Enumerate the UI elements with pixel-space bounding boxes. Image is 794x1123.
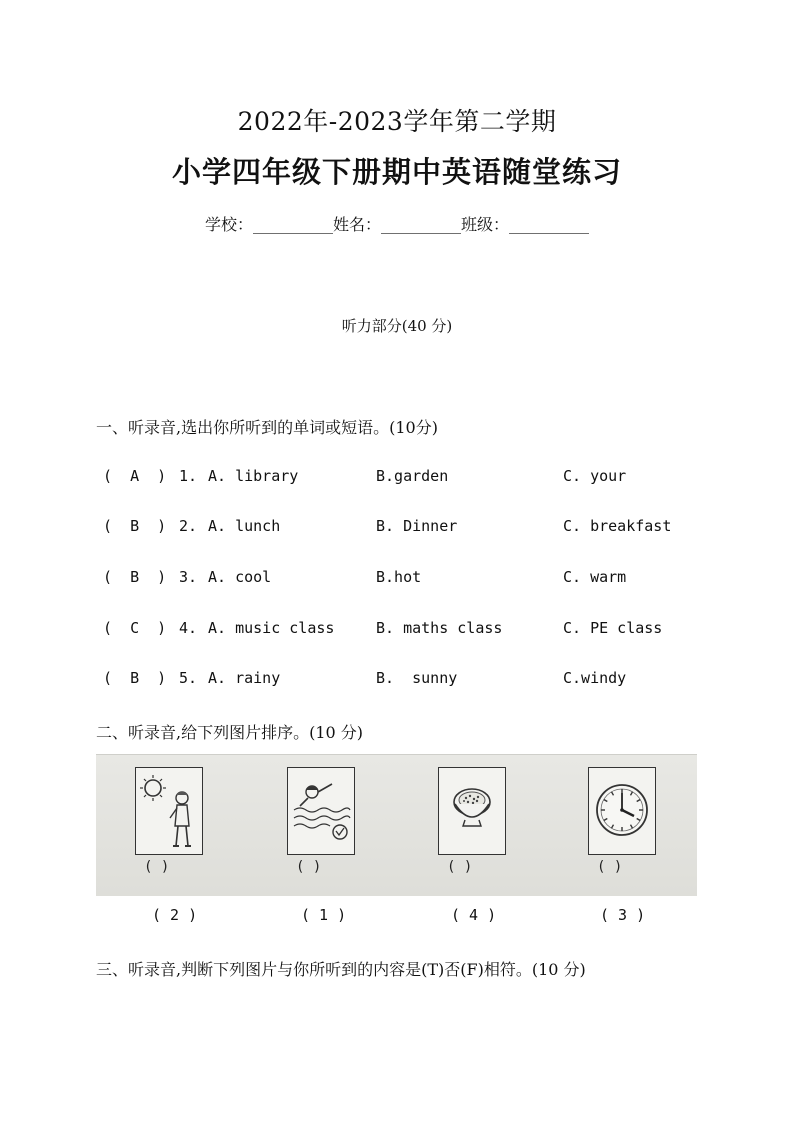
option-c: C. PE class [563,619,663,637]
option-b: B. Dinner [376,517,458,535]
answer-blank: ( A ) [103,467,167,485]
order-answer: ( 3 ) [600,906,646,924]
option-c: C.windy [563,669,627,687]
rice-bowl-icon [439,768,505,854]
option-b: B. maths class [376,619,503,637]
question-number: 1. [179,467,198,485]
answer-blank: ( B ) [103,669,167,687]
option-b: B.hot [376,568,422,586]
sun-boy-icon [136,768,202,854]
answer-blank: ( B ) [103,517,167,535]
clock-icon [589,768,655,854]
picture-blank: ( ) [597,859,623,875]
option-a: A. cool [208,568,272,586]
question-row [103,517,703,539]
section-1-title: 一、听录音,选出你所听到的单词或短语。(10分) [96,418,438,437]
order-answer: ( 2 ) [152,906,198,924]
option-b: B.garden [376,467,449,485]
picture-blank: ( ) [144,859,170,875]
section-2-title: 二、听录音,给下列图片排序。(10 分) [96,723,364,742]
option-b: B. sunny [376,669,458,687]
main-title: 小学四年级下册期中英语随堂练习 [171,155,622,189]
option-a: A. rainy [208,669,281,687]
swimmer-icon [288,768,354,854]
answer-blank: ( B ) [103,568,167,586]
question-number: 4. [179,619,198,637]
question-row [103,619,703,641]
option-a: A. music class [208,619,335,637]
question-row [103,568,703,590]
year-title: 2022年-2023学年第二学期 [237,107,557,136]
answer-blank: ( C ) [103,619,167,637]
picture-card [135,767,203,855]
question-number: 5. [179,669,198,687]
section-3-title: 三、听录音,判断下列图片与你所听到的内容是(T)否(F)相符。(10 分) [96,960,586,979]
listening-part-title: 听力部分(40 分) [341,317,453,335]
option-c: C. warm [563,568,627,586]
question-row [103,669,703,691]
picture-card [438,767,506,855]
option-c: C. your [563,467,627,485]
option-c: C. breakfast [563,517,672,535]
picture-strip [96,754,697,896]
question-row [103,467,703,489]
order-answer: ( 1 ) [301,906,347,924]
option-a: A. lunch [208,517,281,535]
picture-card [287,767,355,855]
question-number: 3. [179,568,198,586]
picture-card [588,767,656,855]
option-a: A. library [208,467,299,485]
order-answer: ( 4 ) [451,906,497,924]
picture-order-answers [96,906,697,930]
student-info-line: 学校：__________姓名：__________班级：__________ [204,215,589,234]
picture-blank: ( ) [296,859,322,875]
question-number: 2. [179,517,198,535]
picture-blank: ( ) [447,859,473,875]
